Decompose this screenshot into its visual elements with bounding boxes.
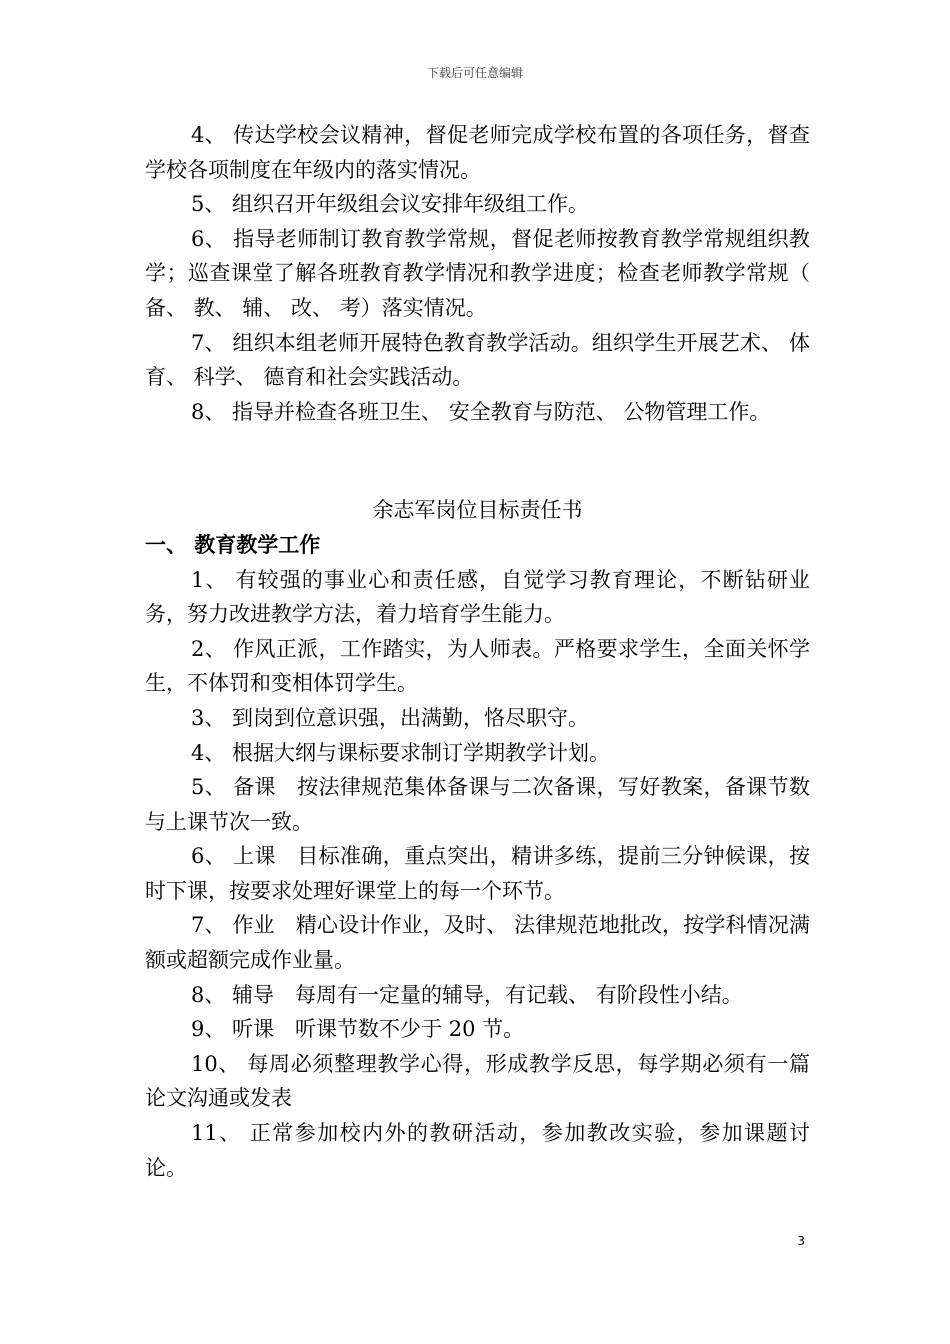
list-item: 3、 到岗到位意识强，出满勤，恪尽职守。 (191, 705, 590, 730)
document-body (145, 118, 810, 1185)
list-item: 7、 组织本组老师开展特色教育教学活动。组织学生开展艺术、 体育、 科学、 德育和社会实践活动。 (145, 330, 810, 390)
list-item: 5、 组织召开年级组会议安排年级组工作。 (191, 192, 590, 217)
list-item: 7、 作业 精心设计作业，及时、 法律规范地批改，按学科情况满额或超额完成作业量。 (145, 913, 810, 973)
section-heading: 一、 教育教学工作 (145, 532, 321, 557)
list-item: 11、 正常参加校内外的教研活动，参加教改实验，参加课题讨论。 (145, 1121, 810, 1180)
list-item: 4、 传达学校会议精神，督促老师完成学校布置的各项任务，督查学校各项制度在年级内的落实情况。 (145, 123, 810, 182)
list-item: 8、 指导并检查各班卫生、 安全教育与防范、 公物管理工作。 (191, 399, 771, 424)
list-item: 10、 每周必须整理教学心得，形成教学反思，每学期必须有一篇论文沟通或发表 (145, 1051, 810, 1111)
page-number: 3 (797, 1234, 805, 1248)
list-item: 9、 听课 听课节数不少于 20 节。 (191, 1017, 525, 1042)
document-title: 余志军岗位目标责任书 (372, 498, 583, 523)
section-spacer (145, 429, 810, 493)
list-item: 6、 指导老师制订教育教学常规，督促老师按教育教学常规组织教学；巡查课堂了解各班教育教学情况和教学进度；检查老师教学常规（ 备、 教、 辅、 改、 考）落实情况。 (145, 226, 810, 320)
list-item: 1、 有较强的事业心和责任感，自觉学习教育理论，不断钻研业务，努力改进教学方法，着力培育学生能力。 (145, 567, 810, 627)
list-item: 8、 辅导 每周有一定量的辅导，有记载、 有阶段性小结。 (191, 982, 743, 1007)
list-item: 6、 上课 目标准确，重点突出，精讲多练，提前三分钟候课，按时下课，按要求处理好课堂上的每一个环节。 (145, 844, 810, 903)
list-item: 2、 作风正派，工作踏实，为人师表。严格要求学生，全面关怀学生，不体罚和变相体罚学生。 (145, 636, 810, 696)
list-item: 4、 根据大纲与课标要求制订学期教学计划。 (191, 740, 611, 765)
page-header: 下载后可任意编辑 (426, 66, 523, 80)
list-item: 5、 备课 按法律规范集体备课与二次备课，写好教案，备课节数与上课节次一致。 (145, 775, 810, 834)
